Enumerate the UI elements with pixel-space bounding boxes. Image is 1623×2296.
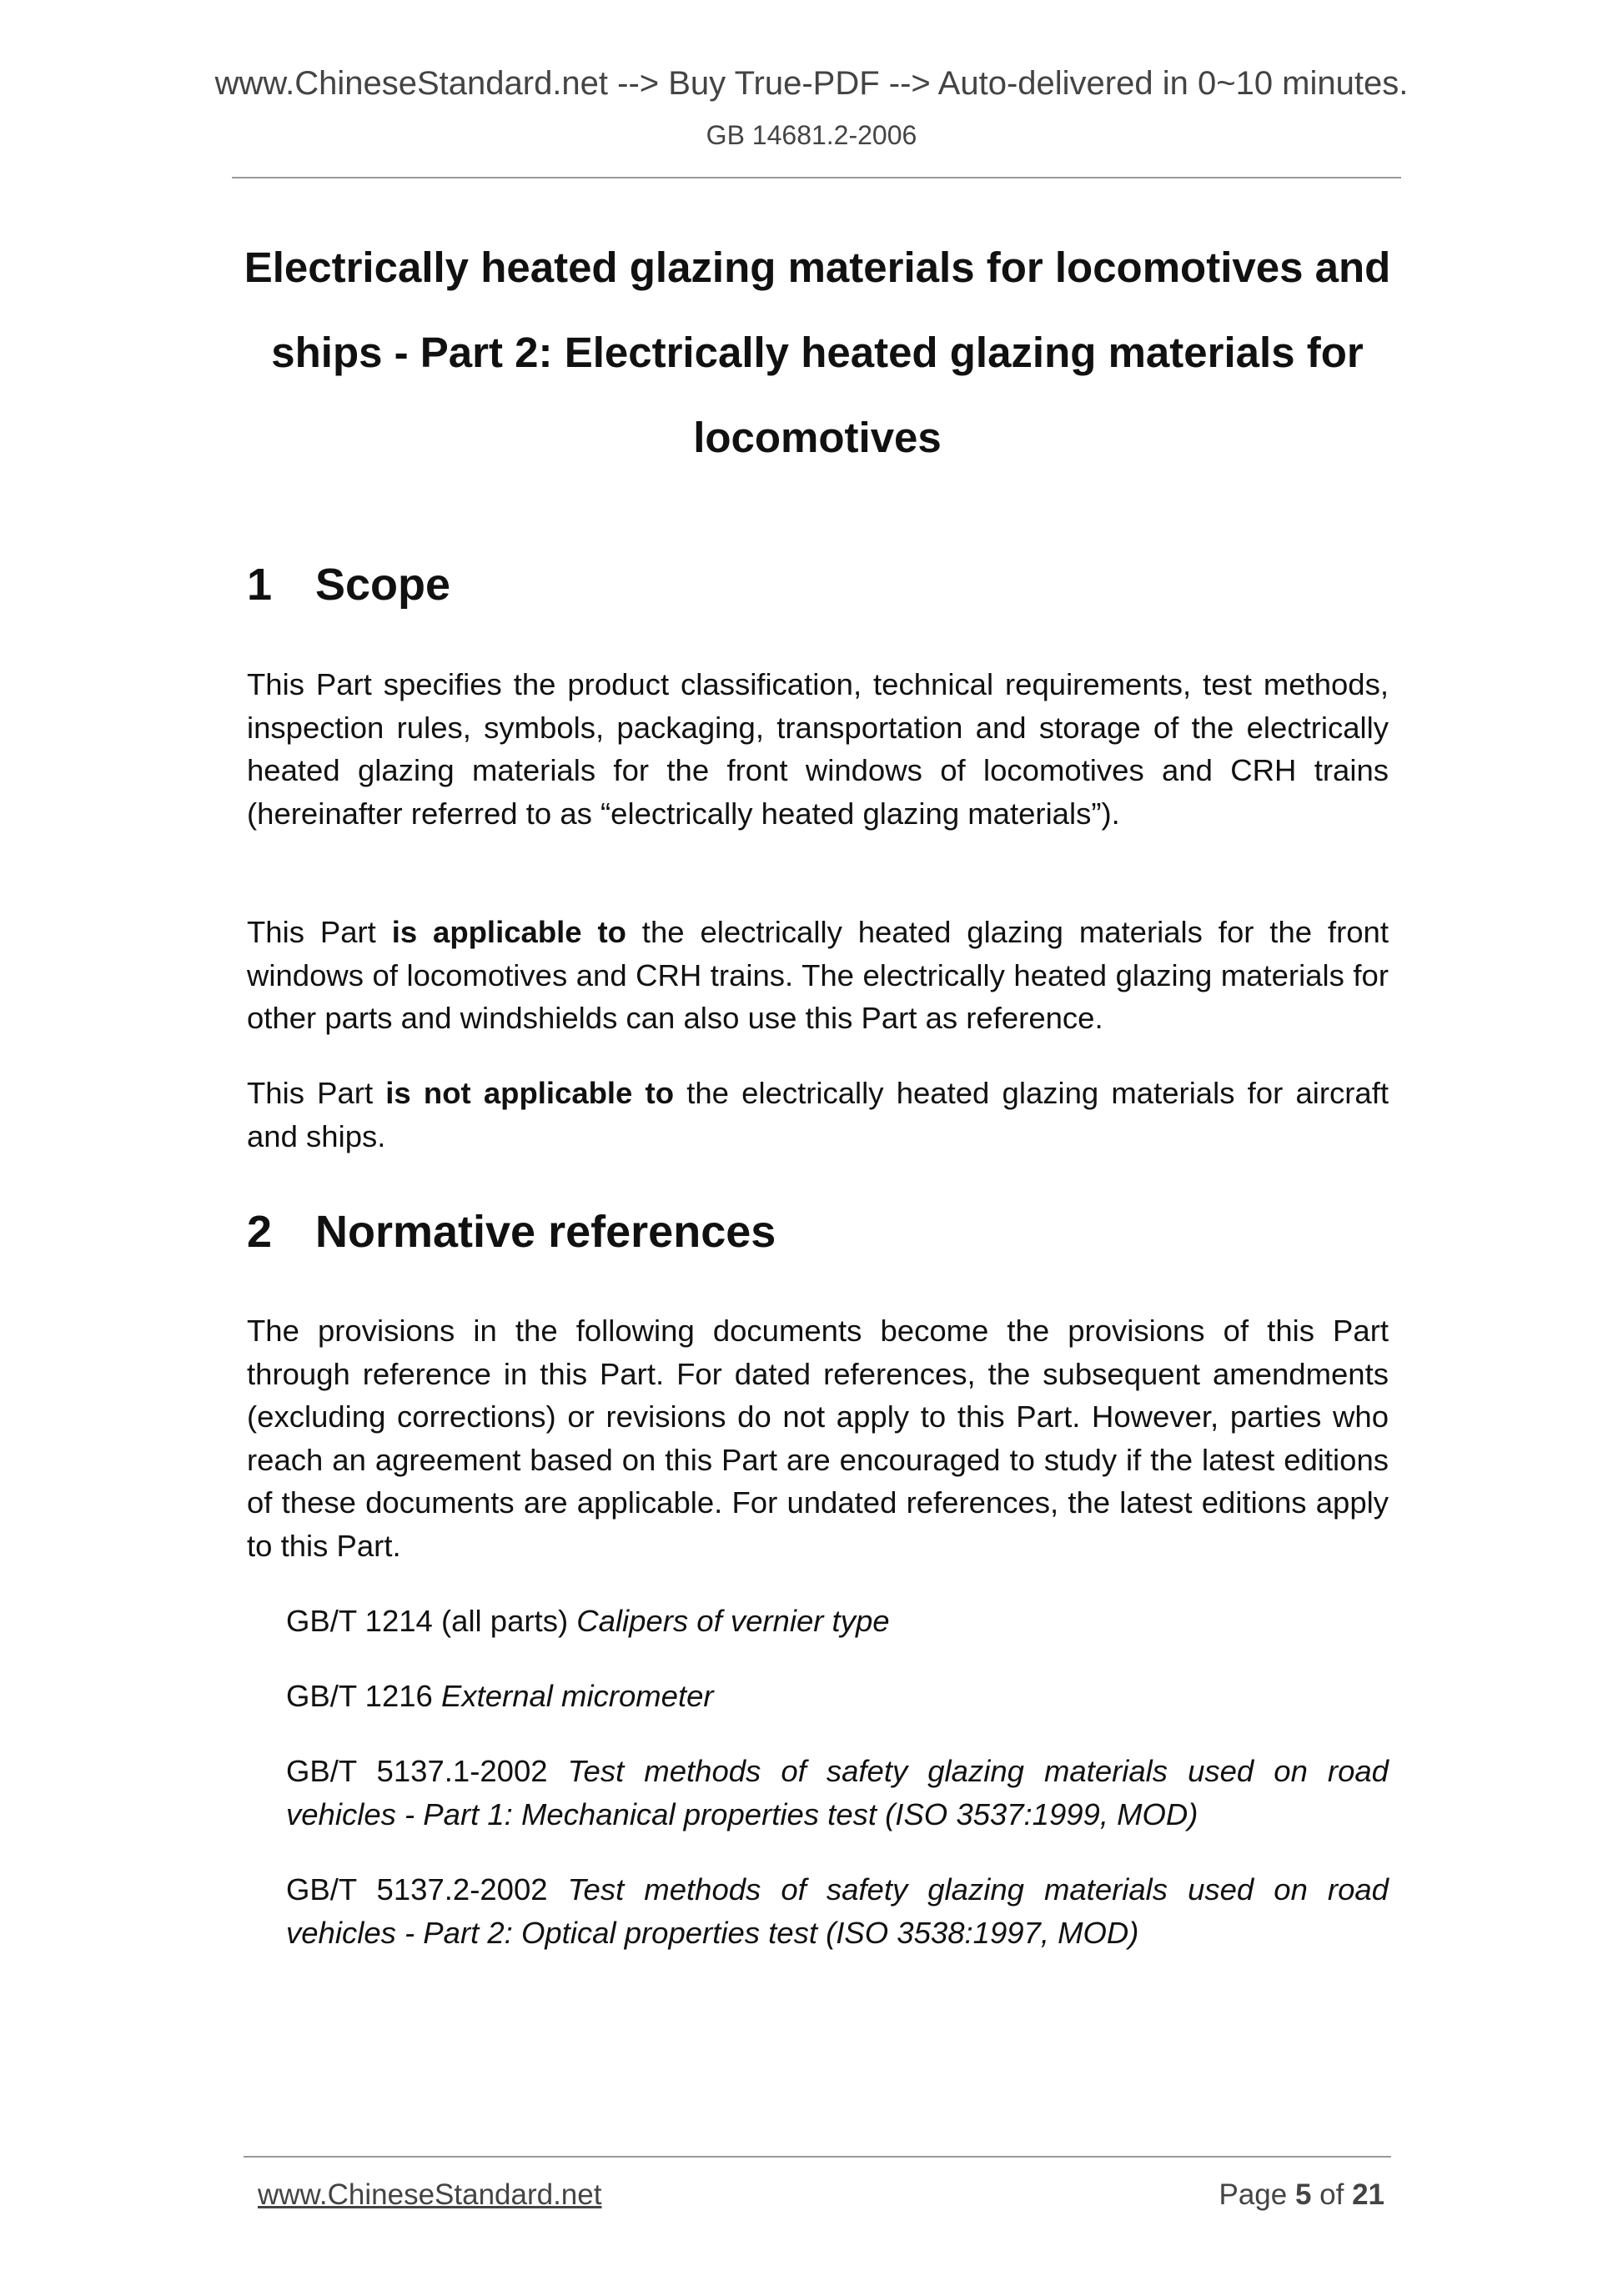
emphasis: is not applicable to <box>385 1076 675 1110</box>
paragraph: This Part is not applicable to the electrically heated glazing materials for aircraft and ships. <box>247 1076 1389 1153</box>
section-title: Normative references <box>315 1207 776 1257</box>
reference-item: GB/T 5137.1-2002 Test methods of safety glazing materials used on road vehicles - Part 1: Mechanical properties test (ISO 3537:1999, MOD) <box>286 1754 1389 1831</box>
footer-website-link[interactable]: www.ChineseStandard.net <box>258 2178 602 2211</box>
emphasis: is applicable to <box>391 915 626 949</box>
page-indicator: Page 5 of 21 <box>1219 2178 1384 2211</box>
footer-divider <box>244 2156 1391 2158</box>
header-banner: www.ChineseStandard.net --> Buy True-PDF --> Auto-delivered in 0~10 minutes. <box>214 65 1409 102</box>
paragraph: This Part specifies the product classification, technical requirements, test methods, inspection rules, symbols, packaging, transportation and storage of the electrically heated glazing materials for the front windows of locomotives and CRH trains (hereinafter referred to as “electrically heated glazing materials”). <box>247 667 1389 831</box>
section-number: 2 <box>247 1207 273 1257</box>
reference-item: GB/T 1216 External micrometer <box>286 1679 714 1713</box>
paragraph: This Part is applicable to the electrically heated glazing materials for the front windows of locomotives and CRH trains. The electrically heated glazing materials for other parts and windshields can also use this Part as reference. <box>247 915 1389 1035</box>
reference-item: GB/T 5137.2-2002 Test methods of safety glazing materials used on road vehicles - Part 2: Optical properties test (ISO 3538:1997, MOD) <box>286 1872 1389 1950</box>
section-number: 1 <box>247 560 273 610</box>
section-heading-normative-references <box>247 1206 776 1258</box>
document-title: Electrically heated glazing materials for locomotives and ships - Part 2: Electrically heated glazing materials for locomotives <box>244 244 1391 461</box>
paragraph: The provisions in the following documents become the provisions of this Part through reference in this Part. For dated references, the subsequent amendments (excluding corrections) or revisions do not apply to this Part. However, parties who reach an agreement based on this Part are encouraged to study if the latest editions of these documents are applicable. For undated references, the latest editions apply to this Part. <box>247 1314 1389 1563</box>
section-title: Scope <box>315 560 451 610</box>
reference-item: GB/T 1214 (all parts) Calipers of vernier type <box>286 1604 890 1638</box>
section-heading-scope <box>247 559 450 610</box>
standard-number: GB 14681.2-2006 <box>706 120 917 150</box>
header-divider <box>232 177 1401 178</box>
